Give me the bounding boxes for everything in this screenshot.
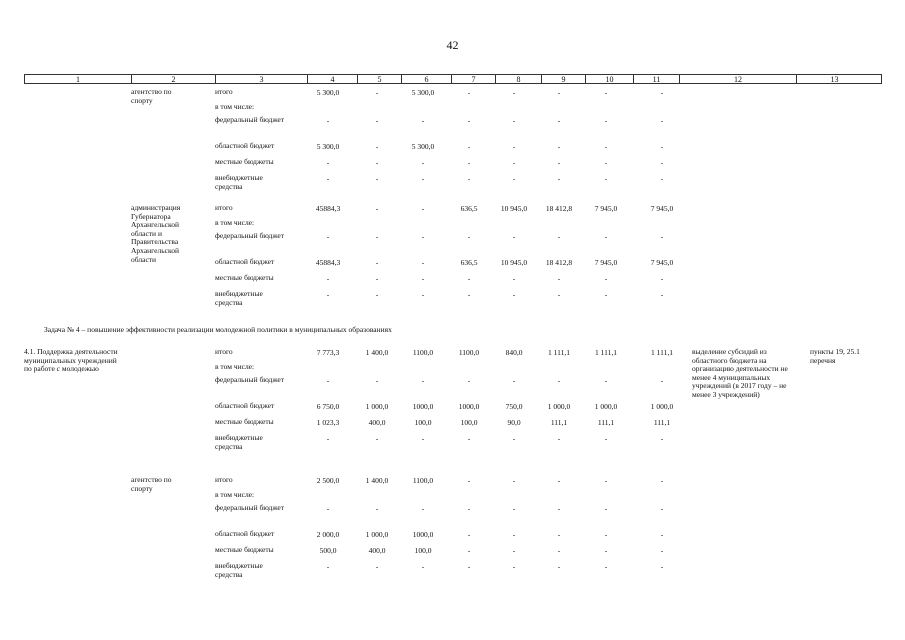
value-cell: - (326, 232, 330, 241)
value-cell: - (604, 290, 608, 299)
header-col-10: 10 (585, 75, 633, 83)
value-cell: - (326, 504, 330, 513)
value-cell: 500,0 (319, 546, 337, 555)
value-cell: 45884,3 (315, 258, 341, 267)
value-cell: 1000,0 (412, 530, 434, 539)
value-cell: - (467, 546, 471, 555)
value-cell: 400,0 (368, 546, 386, 555)
value-cell: 750,0 (505, 402, 523, 411)
item-title: 4.1. Поддержка деятельности муниципальных учреждений по работе с молодежью (24, 347, 118, 374)
value-cell: 7 773,3 (316, 348, 340, 357)
value-cell: - (604, 562, 608, 571)
value-cell: - (512, 232, 516, 241)
value-cell: 1 000,0 (594, 402, 618, 411)
value-cell: - (421, 290, 425, 299)
value-cell: - (375, 504, 379, 513)
value-cell: - (421, 232, 425, 241)
value-cell: - (604, 88, 608, 97)
header-col-6: 6 (401, 75, 451, 83)
value-cell: - (467, 562, 471, 571)
value-cell: 1 000,0 (650, 402, 674, 411)
value-cell: - (421, 174, 425, 183)
header-col-13: 13 (796, 75, 872, 83)
value-cell: - (375, 562, 379, 571)
value-cell: - (421, 562, 425, 571)
value-cell: - (375, 158, 379, 167)
value-cell: - (604, 504, 608, 513)
value-cell: - (326, 174, 330, 183)
value-cell: - (512, 376, 516, 385)
executor-label: агентство по спорту (131, 87, 172, 105)
value-cell: - (421, 116, 425, 125)
value-cell: 111,1 (653, 418, 671, 427)
value-cell: - (660, 232, 664, 241)
value-cell: - (660, 434, 664, 443)
header-col-4: 4 (307, 75, 357, 83)
funding-source-label: областной бюджет (215, 141, 275, 150)
value-cell: - (375, 232, 379, 241)
value-cell: - (467, 142, 471, 151)
value-cell: - (512, 174, 516, 183)
funding-source-label: внебюджетные средства (215, 289, 263, 307)
value-cell: - (660, 546, 664, 555)
value-cell: - (421, 376, 425, 385)
value-cell: - (375, 258, 379, 267)
value-cell: 636,5 (460, 258, 478, 267)
value-cell: 1100,0 (458, 348, 480, 357)
value-cell: 100,0 (414, 546, 432, 555)
value-cell: - (557, 434, 561, 443)
value-cell: - (467, 476, 471, 485)
funding-source-label: в том числе: (215, 362, 255, 371)
value-cell: - (557, 562, 561, 571)
value-cell: 100,0 (414, 418, 432, 427)
value-cell: - (467, 88, 471, 97)
funding-source-label: местные бюджеты (215, 417, 274, 426)
value-cell: - (512, 290, 516, 299)
value-cell: 5 300,0 (411, 88, 435, 97)
value-cell: - (326, 434, 330, 443)
value-cell: - (604, 232, 608, 241)
funding-source-label: в том числе: (215, 102, 255, 111)
header-col-2: 2 (131, 75, 215, 83)
value-cell: 111,1 (550, 418, 568, 427)
header-col-3: 3 (215, 75, 307, 83)
value-cell: 5 300,0 (316, 142, 340, 151)
value-cell: - (467, 158, 471, 167)
value-cell: 45884,3 (315, 204, 341, 213)
header-col-1: 1 (76, 75, 80, 84)
value-cell: 1000,0 (458, 402, 480, 411)
value-cell: - (604, 274, 608, 283)
reference: пункты 19, 25.1 перечня (810, 347, 860, 365)
task-heading: Задача № 4 – повышение эффективности реализации молодежной политики в муниципальных образованиях (44, 325, 392, 334)
executor-label: администрация Губернатора Архангельской области и Правительства Архангельской области (131, 203, 181, 264)
value-cell: - (512, 546, 516, 555)
value-cell: 1 000,0 (365, 530, 389, 539)
header-col-8: 8 (495, 75, 541, 83)
value-cell: - (375, 274, 379, 283)
value-cell: - (326, 290, 330, 299)
value-cell: 840,0 (505, 348, 523, 357)
funding-source-label: внебюджетные средства (215, 173, 263, 191)
value-cell: - (467, 274, 471, 283)
value-cell: 7 945,0 (650, 258, 674, 267)
executor-label: агентство по спорту (131, 475, 172, 493)
funding-source-label: федеральный бюджет (215, 503, 285, 512)
value-cell: - (421, 204, 425, 213)
value-cell: - (660, 530, 664, 539)
value-cell: - (467, 504, 471, 513)
value-cell: - (557, 116, 561, 125)
value-cell: - (512, 158, 516, 167)
value-cell: - (604, 476, 608, 485)
value-cell: - (604, 546, 608, 555)
value-cell: 1100,0 (412, 348, 434, 357)
value-cell: - (660, 504, 664, 513)
value-cell: - (375, 290, 379, 299)
value-cell: 111,1 (597, 418, 615, 427)
value-cell: - (421, 258, 425, 267)
funding-source-label: внебюджетные средства (215, 433, 263, 451)
value-cell: - (557, 142, 561, 151)
value-cell: - (557, 274, 561, 283)
funding-source-label: федеральный бюджет (215, 231, 285, 240)
value-cell: - (557, 290, 561, 299)
funding-source-label: итого (215, 475, 233, 484)
value-cell: - (467, 116, 471, 125)
value-cell: - (375, 142, 379, 151)
value-cell: - (512, 562, 516, 571)
value-cell: - (660, 476, 664, 485)
value-cell: - (512, 530, 516, 539)
value-cell: - (660, 116, 664, 125)
value-cell: 1100,0 (412, 476, 434, 485)
funding-source-label: местные бюджеты (215, 157, 274, 166)
value-cell: - (512, 504, 516, 513)
value-cell: 10 945,0 (500, 204, 528, 213)
funding-source-label: местные бюджеты (215, 273, 274, 282)
value-cell: - (467, 232, 471, 241)
value-cell: - (467, 174, 471, 183)
value-cell: 1000,0 (412, 402, 434, 411)
value-cell: - (557, 546, 561, 555)
header-col-9: 9 (541, 75, 585, 83)
value-cell: - (660, 562, 664, 571)
value-cell: - (557, 88, 561, 97)
value-cell: - (512, 434, 516, 443)
value-cell: - (375, 88, 379, 97)
value-cell: 1 111,1 (651, 348, 673, 357)
funding-source-label: внебюджетные средства (215, 561, 263, 579)
value-cell: - (326, 562, 330, 571)
header-col-12: 12 (679, 75, 796, 83)
funding-source-label: в том числе: (215, 218, 255, 227)
value-cell: 7 945,0 (650, 204, 674, 213)
value-cell: - (557, 504, 561, 513)
value-cell: - (557, 476, 561, 485)
value-cell: - (326, 158, 330, 167)
funding-source-label: местные бюджеты (215, 545, 274, 554)
value-cell: - (326, 274, 330, 283)
value-cell: 1 000,0 (547, 402, 571, 411)
value-cell: 7 945,0 (594, 258, 618, 267)
value-cell: - (512, 142, 516, 151)
header-col-7: 7 (451, 75, 495, 83)
value-cell: - (604, 174, 608, 183)
header-col-11: 11 (633, 75, 679, 83)
value-cell: - (375, 434, 379, 443)
value-cell: 1 000,0 (365, 402, 389, 411)
value-cell: 6 750,0 (316, 402, 340, 411)
value-cell: 18 412,8 (545, 258, 573, 267)
value-cell: - (512, 274, 516, 283)
value-cell: - (512, 116, 516, 125)
value-cell: 90,0 (507, 418, 521, 427)
value-cell: 18 412,8 (545, 204, 573, 213)
value-cell: 7 945,0 (594, 204, 618, 213)
value-cell: - (604, 530, 608, 539)
value-cell: - (557, 530, 561, 539)
value-cell: - (557, 174, 561, 183)
value-cell: - (375, 376, 379, 385)
value-cell: 1 111,1 (595, 348, 617, 357)
value-cell: - (660, 290, 664, 299)
value-cell: 5 300,0 (316, 88, 340, 97)
value-cell: 10 945,0 (500, 258, 528, 267)
value-cell: - (604, 142, 608, 151)
value-cell: 1 111,1 (548, 348, 570, 357)
value-cell: 1 023,3 (316, 418, 340, 427)
value-cell: - (467, 290, 471, 299)
value-cell: - (467, 434, 471, 443)
value-cell: - (604, 116, 608, 125)
value-cell: - (512, 476, 516, 485)
value-cell: 2 500,0 (316, 476, 340, 485)
value-cell: - (660, 274, 664, 283)
value-cell: - (660, 174, 664, 183)
value-cell: - (557, 376, 561, 385)
value-cell: 2 000,0 (316, 530, 340, 539)
value-cell: - (660, 88, 664, 97)
funding-source-label: итого (215, 203, 233, 212)
funding-source-label: итого (215, 87, 233, 96)
value-cell: 636,5 (460, 204, 478, 213)
value-cell: - (604, 434, 608, 443)
value-cell: 100,0 (460, 418, 478, 427)
value-cell: - (660, 376, 664, 385)
funding-source-label: областной бюджет (215, 529, 275, 538)
value-cell: - (421, 434, 425, 443)
value-cell: - (421, 274, 425, 283)
value-cell: - (660, 142, 664, 151)
value-cell: - (375, 174, 379, 183)
funding-source-label: федеральный бюджет (215, 115, 285, 124)
value-cell: - (557, 232, 561, 241)
value-cell: - (326, 376, 330, 385)
funding-source-label: федеральный бюджет (215, 375, 285, 384)
value-cell: - (421, 158, 425, 167)
expected-result: выделение субсидий из областного бюджета на организацию деятельности не менее 4 муниципальных учреждений (в 2017 году – не менее 3 учреждений) (692, 347, 788, 399)
value-cell: - (604, 376, 608, 385)
funding-source-label: итого (215, 347, 233, 356)
table-header (24, 74, 882, 84)
value-cell: - (467, 376, 471, 385)
value-cell: - (557, 158, 561, 167)
value-cell: - (467, 530, 471, 539)
funding-source-label: областной бюджет (215, 401, 275, 410)
value-cell: 5 300,0 (411, 142, 435, 151)
value-cell: - (512, 88, 516, 97)
value-cell: 1 400,0 (365, 348, 389, 357)
value-cell: - (421, 504, 425, 513)
value-cell: - (660, 158, 664, 167)
value-cell: - (326, 116, 330, 125)
header-col-5: 5 (357, 75, 401, 83)
funding-source-label: областной бюджет (215, 257, 275, 266)
page-number: 42 (446, 38, 459, 52)
value-cell: - (375, 204, 379, 213)
value-cell: - (604, 158, 608, 167)
value-cell: 1 400,0 (365, 476, 389, 485)
value-cell: 400,0 (368, 418, 386, 427)
funding-source-label: в том числе: (215, 490, 255, 499)
value-cell: - (375, 116, 379, 125)
